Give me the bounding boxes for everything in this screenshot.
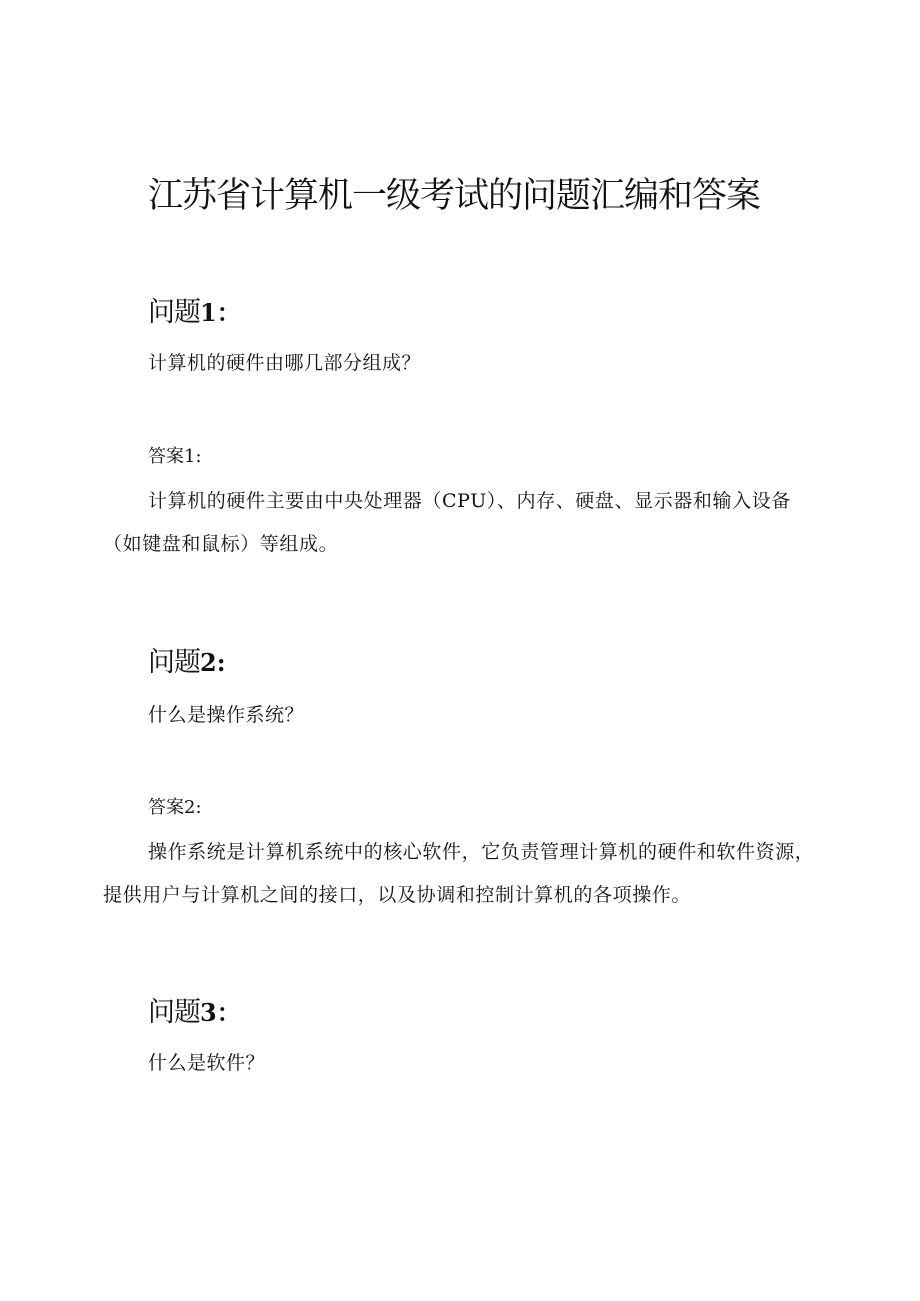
question-3-prefix: 问题 bbox=[148, 997, 200, 1028]
answer-2-text: 操作系统是计算机系统中的核心软件，它负责管理计算机的硬件和软件资源，提供用户与计算机之间的接口，以及协调和控制计算机的各项操作。 bbox=[103, 841, 815, 906]
document-title: 江苏省计算机一级考试的问题汇编和答案 bbox=[148, 176, 761, 216]
question-2-heading bbox=[148, 640, 226, 679]
answer-1-label: 答案1: bbox=[148, 446, 202, 467]
answer-2-label: 答案2: bbox=[148, 797, 202, 818]
question-1-number: 1： bbox=[200, 298, 241, 327]
question-3-number: 3： bbox=[200, 998, 241, 1027]
question-1-text: 计算机的硬件由哪几部分组成？ bbox=[148, 352, 422, 374]
question-3-text: 什么是软件？ bbox=[148, 1052, 266, 1074]
question-2-text: 什么是操作系统？ bbox=[148, 704, 305, 726]
question-2-number: 2: bbox=[200, 648, 226, 677]
question-1-prefix: 问题 bbox=[148, 297, 200, 328]
question-3-heading bbox=[148, 990, 241, 1029]
question-1-heading bbox=[148, 290, 241, 329]
answer-1-text: 计算机的硬件主要由中央处理器（CPU）、内存、硬盘、显示器和输入设备（如键盘和鼠标）等组成。 bbox=[103, 490, 791, 555]
question-2-prefix: 问题 bbox=[148, 647, 200, 678]
